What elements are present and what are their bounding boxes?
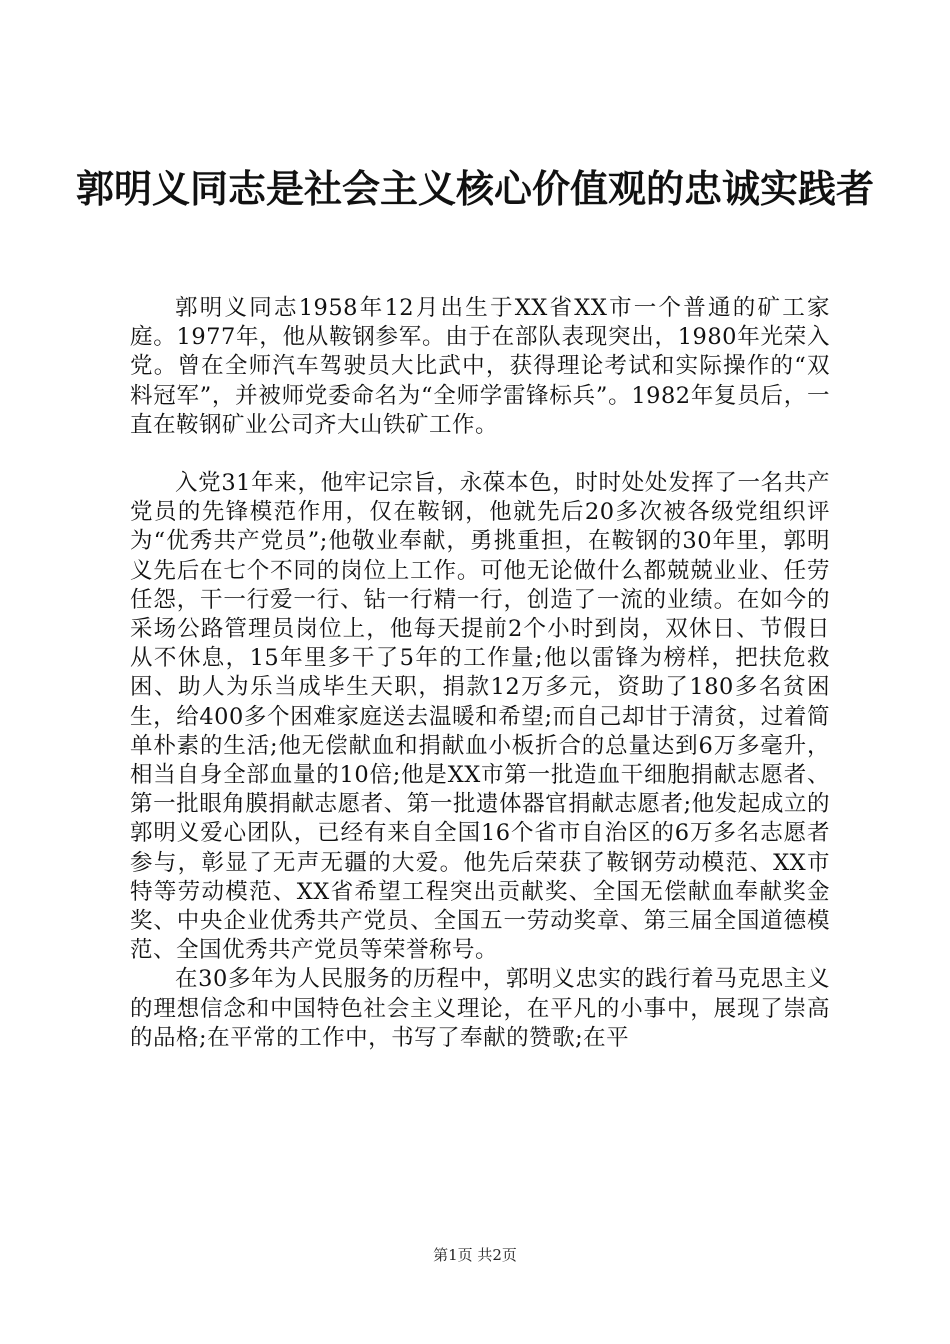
document-title: 郭明义同志是社会主义核心价值观的忠诚实践者 [75, 166, 874, 211]
paragraph-3: 在30多年为人民服务的历程中，郭明义忠实的践行着马克思主义的理想信念和中国特色社会主义理论，在平凡的小事中，展现了崇高的品格;在平常的工作中，书写了奉献的赞歌;在平 [130, 966, 830, 1051]
paragraph-2: 入党31年来，他牢记宗旨，永葆本色，时时处处发挥了一名共产党员的先锋模范作用，仅在鞍钢，他就先后20多次被各级党组织评为“优秀共产党员”;他敬业奉献，勇挑重担，在鞍钢的30年里，郭明义先后在七个不同的岗位上工作。可他无论做什么都兢兢业业、任劳任怨，干一行爱一行、钻一行精一行，创造了一流的业绩。在如今的采场公路管理员岗位上，他每天提前2个小时到岗，双休日、节假日从不休息，15年里多干了5年的工作量;他以雷锋为榜样，把扶危救困、助人为乐当成毕生天职，捐款12万多元，资助了180多名贫困生，给400多个困难家庭送去温暖和希望;而自己却甘于清贫，过着简单朴素的生活;他无偿献血和捐献血小板折合的总量达到6万多毫升，相当自身全部血量的10倍;他是XX市第一批造血干细胞捐献志愿者、第一批眼角膜捐献志愿者、第一批遗体器官捐献志愿者;他发起成立的郭明义爱心团队，已经有来自全国16个省市自治区的6万多名志愿者参与，彰显了无声无疆的大爱。他先后荣获了鞍钢劳动模范、XX市特等劳动模范、XX省希望工程突出贡献奖、全国无偿献血奉献奖金奖、中央企业优秀共产党员、全国五一劳动奖章、第三届全国道德模范、全国优秀共产党员等荣誉称号。 [130, 470, 830, 964]
document-body [130, 294, 830, 1053]
page-footer: 第1页 共2页 [433, 1246, 517, 1264]
paragraph-1: 郭明义同志1958年12月出生于XX省XX市一个普通的矿工家庭。1977年，他从鞍钢参军。由于在部队表现突出，1980年光荣入党。曾在全师汽车驾驶员大比武中，获得理论考试和实际操作的“双料冠军”，并被师党委命名为“全师学雷锋标兵”。1982年复员后，一直在鞍钢矿业公司齐大山铁矿工作。 [130, 295, 830, 438]
